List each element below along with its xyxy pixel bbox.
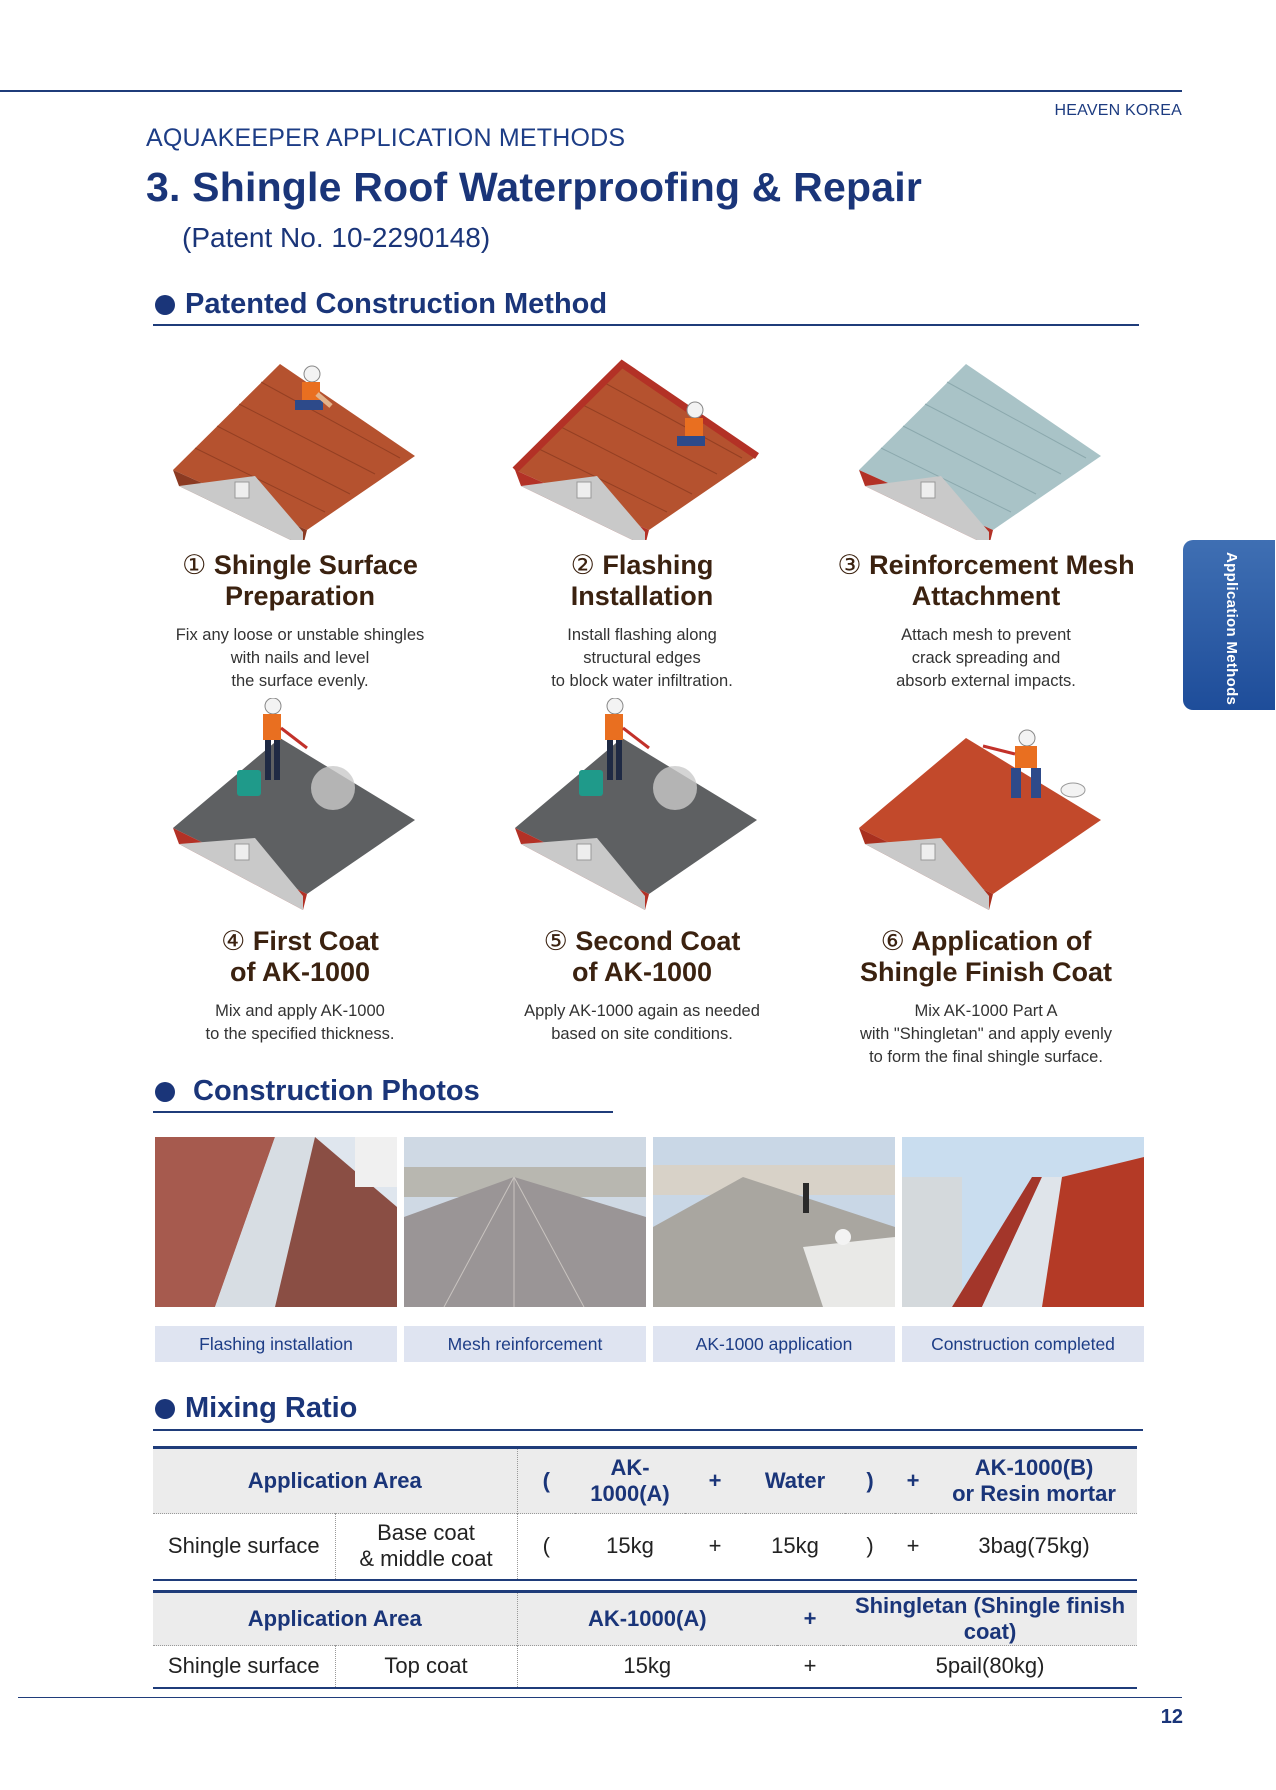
open-paren: (	[517, 1448, 575, 1514]
plus-sign: +	[777, 1592, 843, 1646]
photo-ak1000-application	[653, 1137, 895, 1307]
worker-finish-spray-icon	[841, 698, 1131, 916]
cell-ak1000b-qty: 3bag(75kg)	[978, 1533, 1090, 1559]
section-heading-method	[155, 288, 607, 321]
bullet-dot-icon	[155, 1082, 175, 1102]
header-ak1000b: AK-1000(B) or Resin mortar	[931, 1448, 1137, 1514]
step-card-4	[140, 698, 460, 1046]
top-rule	[0, 90, 1182, 92]
step-description: Mix AK-1000 Part A with "Shingletan" and apply evenly to form the final shingle surface.	[859, 1002, 1113, 1066]
step-description: Mix and apply AK-1000 to the specified thickness.	[205, 1002, 395, 1043]
section-rule	[153, 1111, 613, 1113]
step-description: Apply AK-1000 again as needed based on site conditions.	[524, 1002, 760, 1043]
section-rule	[153, 324, 1139, 326]
mixing-table-top	[153, 1590, 1137, 1689]
cell-coat: Base coat & middle coat	[335, 1514, 517, 1580]
plus-sign: +	[803, 1653, 817, 1679]
section-title: Patented Construction Method	[185, 288, 608, 320]
cell-shingle-surface: Shingle surface	[167, 1653, 320, 1679]
worker-nailing-icon	[155, 350, 445, 540]
step-description: Install flashing along structural edges to block water infiltration.	[551, 626, 733, 690]
photo-caption: Construction completed	[902, 1326, 1144, 1362]
step-title: ② Flashing Installation	[570, 550, 714, 611]
close-paren: )	[845, 1448, 895, 1514]
plus-sign: +	[895, 1448, 931, 1514]
header-ak1000a: AK-1000(A)	[517, 1592, 777, 1646]
mesh-roof-icon	[841, 350, 1131, 540]
step-card-5	[482, 698, 802, 1046]
header-water: Water	[745, 1448, 845, 1514]
section-heading-mixing	[155, 1392, 357, 1425]
worker-spraying-icon	[497, 698, 787, 916]
photo-caption: AK-1000 application	[653, 1326, 895, 1362]
page-number: 12	[1160, 1706, 1183, 1728]
step-description: Fix any loose or unstable shingles with nails and level the surface evenly.	[175, 626, 425, 690]
step-title: ⑤ Second Coat of AK-1000	[543, 926, 741, 987]
brand-name: HEAVEN KOREA	[1054, 102, 1182, 119]
worker-spraying-icon	[155, 698, 445, 916]
cell-ak1000a-qty: 15kg	[517, 1646, 777, 1688]
photo-flashing-installation	[155, 1137, 397, 1307]
step-title: ⑥ Application of Shingle Finish Coat	[859, 926, 1112, 987]
worker-flashing-icon	[497, 350, 787, 540]
close-paren: )	[866, 1533, 874, 1559]
cell-shingletan-qty: 5pail(80kg)	[935, 1653, 1045, 1679]
section-title: Mixing Ratio	[185, 1392, 358, 1424]
photo-caption: Flashing installation	[155, 1326, 397, 1362]
mixing-table-base	[153, 1446, 1137, 1581]
bottom-rule	[18, 1697, 1182, 1698]
header-application-area: Application Area	[153, 1592, 517, 1646]
page-title: 3. Shingle Roof Waterproofing & Repair	[146, 164, 922, 210]
plus-sign: +	[685, 1448, 745, 1514]
section-rule	[153, 1429, 1143, 1431]
bullet-dot-icon	[155, 1399, 175, 1419]
header-application-area: Application Area	[153, 1448, 517, 1514]
photo-mesh-reinforcement	[404, 1137, 646, 1307]
photo-construction-completed	[902, 1137, 1144, 1307]
bullet-dot-icon	[155, 295, 175, 315]
open-paren: (	[517, 1514, 575, 1580]
kicker-title: AQUAKEEPER APPLICATION METHODS	[146, 124, 626, 152]
cell-shingle-surface: Shingle surface	[167, 1533, 320, 1559]
step-card-6	[826, 698, 1146, 1069]
step-description: Attach mesh to prevent crack spreading and absorb external impacts.	[896, 626, 1076, 690]
step-title: ④ First Coat of AK-1000	[221, 926, 379, 987]
side-tab-label: Application Methods	[1223, 552, 1240, 706]
section-title: Construction Photos	[193, 1075, 480, 1107]
step-title: ① Shingle Surface Preparation	[182, 550, 418, 611]
section-heading-photos	[155, 1075, 480, 1108]
cell-water-qty: 15kg	[771, 1533, 819, 1559]
cell-top-coat: Top coat	[335, 1646, 517, 1688]
step-title: ③ Reinforcement Mesh Attachment	[837, 550, 1135, 611]
step-card-3	[826, 350, 1146, 693]
cell-ak1000a-qty: 15kg	[606, 1533, 654, 1559]
plus-sign: +	[708, 1533, 722, 1559]
step-card-2	[482, 350, 802, 693]
patent-number: (Patent No. 10-2290148)	[182, 222, 491, 253]
step-card-1	[140, 350, 460, 693]
header-shingletan: Shingletan (Shingle finish coat)	[843, 1592, 1137, 1646]
side-tab-application-methods[interactable]	[1183, 540, 1275, 710]
photo-caption: Mesh reinforcement	[404, 1326, 646, 1362]
plus-sign: +	[906, 1533, 920, 1559]
header-ak1000a: AK-1000(A)	[575, 1448, 685, 1514]
